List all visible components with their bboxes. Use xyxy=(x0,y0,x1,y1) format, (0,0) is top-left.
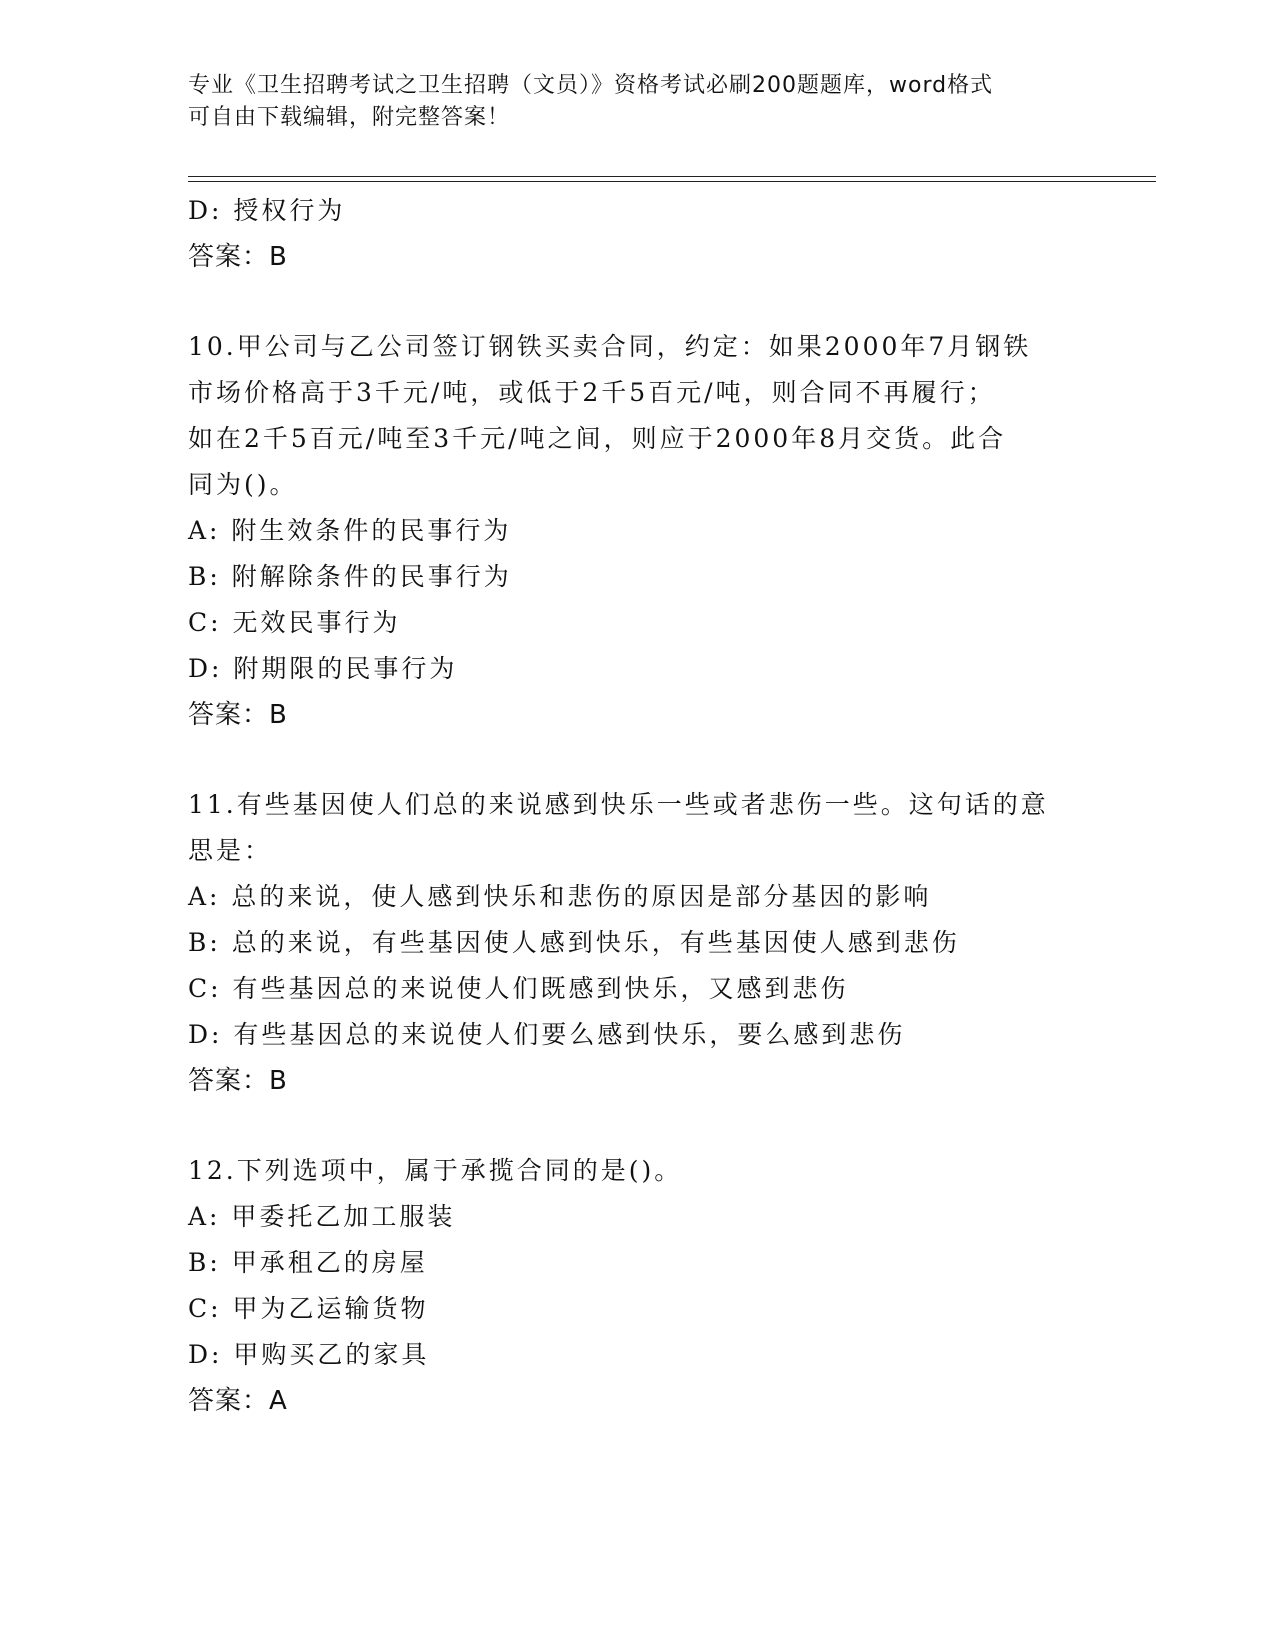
document-body xyxy=(188,188,1088,1424)
header-line-2: 可自由下载编辑，附完整答案！ xyxy=(188,105,511,130)
question-text-line: 市场价格高于3千元/吨，或低于2千5百元/吨，则合同不再履行； xyxy=(188,378,996,407)
question-text-line: 思是： xyxy=(188,836,273,865)
option-d: D: 有些基因总的来说使人们要么感到快乐，要么感到悲伤 xyxy=(188,1020,906,1049)
option-a: A: 总的来说，使人感到快乐和悲伤的原因是部分基因的影响 xyxy=(188,882,932,911)
question-12 xyxy=(188,1148,1088,1424)
option-c: C: 无效民事行为 xyxy=(188,608,401,637)
question-text-line: 11.有些基因使人们总的来说感到快乐一些或者悲伤一些。这句话的意 xyxy=(188,790,1049,819)
answer-label: 答案：A xyxy=(188,1386,288,1416)
option-d: D: 授权行为 xyxy=(188,196,346,225)
previous-question-tail xyxy=(188,188,1088,280)
question-10 xyxy=(188,324,1088,738)
document-header xyxy=(188,70,1068,134)
answer-label: 答案：B xyxy=(188,700,288,730)
option-d: D: 甲购买乙的家具 xyxy=(188,1340,430,1369)
option-c: C: 甲为乙运输货物 xyxy=(188,1294,429,1323)
option-a: A: 甲委托乙加工服装 xyxy=(188,1202,456,1231)
option-a: A: 附生效条件的民事行为 xyxy=(188,516,512,545)
answer-label: 答案：B xyxy=(188,242,288,272)
question-11 xyxy=(188,782,1088,1104)
question-text-line: 同为()。 xyxy=(188,470,298,499)
header-line-1: 专业《卫生招聘考试之卫生招聘（文员）》资格考试必刷200题题库，word格式 xyxy=(188,73,994,98)
option-b: B: 甲承租乙的房屋 xyxy=(188,1248,428,1277)
question-text-line: 12.下列选项中，属于承揽合同的是()。 xyxy=(188,1156,683,1185)
header-divider-top xyxy=(188,176,1156,177)
question-text-line: 如在2千5百元/吨至3千元/吨之间，则应于2000年8月交货。此合 xyxy=(188,424,1007,453)
question-text-line: 10.甲公司与乙公司签订钢铁买卖合同，约定：如果2000年7月钢铁 xyxy=(188,332,1032,361)
option-c: C: 有些基因总的来说使人们既感到快乐，又感到悲伤 xyxy=(188,974,849,1003)
header-divider-bottom xyxy=(188,181,1156,182)
option-b: B: 总的来说，有些基因使人感到快乐，有些基因使人感到悲伤 xyxy=(188,928,960,957)
option-b: B: 附解除条件的民事行为 xyxy=(188,562,512,591)
option-d: D: 附期限的民事行为 xyxy=(188,654,458,683)
answer-label: 答案：B xyxy=(188,1066,288,1096)
